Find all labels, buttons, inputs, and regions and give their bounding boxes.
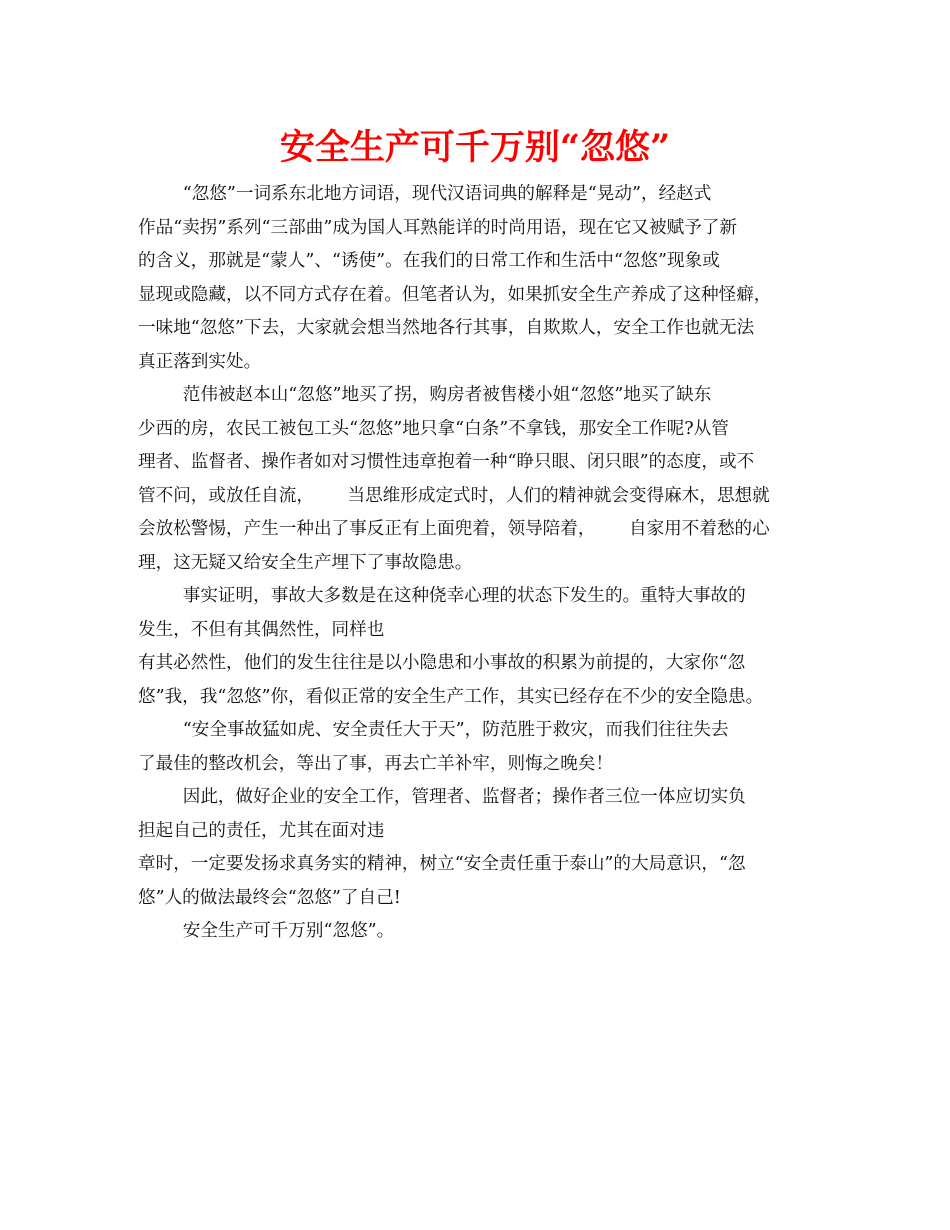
- text-line: 安全生产可千万别“忽悠”。: [138, 921, 395, 941]
- text-line: “忽悠”一词系东北地方词语，现代汉语词典的解释是“晃动”，经赵式: [138, 184, 712, 204]
- document-body: [138, 178, 818, 949]
- text-line: 理者、监督者、操作者如对习惯性违章抱着一种“睁只眼、闭只眼”的态度，或不: [138, 452, 755, 472]
- text-line: 因此，做好企业的安全工作，管理者、监督者；操作者三位一体应切实负: [138, 787, 746, 807]
- text-line: 一味地“忽悠”下去，大家就会想当然地各行其事，自欺欺人，安全工作也就无法: [138, 318, 755, 338]
- text-line: 章时，一定要发扬求真务实的精神，树立“安全责任重于泰山”的大局意识，“忽: [138, 854, 746, 874]
- text-line: 悠”我，我“忽悠”你，看似正常的安全生产工作，其实已经存在不少的安全隐患。: [138, 686, 764, 707]
- text-line: 会放松警惕，产生一种出了事反正有上面兜着，领导陪着， 自家用不着愁的心: [138, 519, 770, 539]
- text-line: 发生，不但有其偶然性，同样也: [138, 619, 385, 640]
- text-line: “安全事故猛如虎、安全责任大于天”，防范胜于救灾，而我们往往失去: [138, 720, 729, 740]
- text-line: 范伟被赵本山“忽悠”地买了拐，购房者被售楼小姐“忽悠”地买了缺东: [138, 385, 712, 405]
- document-title: 安全生产可千万别“忽悠”: [279, 127, 671, 168]
- text-line: 事实证明，事故大多数是在这种侥幸心理的状态下发生的。重特大事故的: [138, 586, 746, 606]
- text-line: 理，这无疑又给安全生产埋下了事故隐患。: [138, 552, 473, 573]
- text-line: 真正落到实处。: [138, 351, 262, 372]
- text-line: 作品“卖拐”系列“三部曲”成为国人耳熟能详的时尚用语，现在它又被赋予了新: [138, 217, 737, 238]
- text-line: 担起自己的责任，尤其在面对违: [138, 820, 385, 841]
- text-line: 悠”人的做法最终会“忽悠”了自己!: [138, 887, 401, 908]
- text-line: 了最佳的整改机会，等出了事，再去亡羊补牢，则悔之晚矣！: [138, 753, 614, 774]
- text-line: 有其必然性，他们的发生往往是以小隐患和小事故的积累为前提的，大家你“忽: [138, 653, 746, 673]
- text-line: 的含义，那就是“蒙人”、“诱使”。在我们的日常工作和生活中“忽悠”现象或: [138, 251, 720, 271]
- text-line: 显现或隐藏，以不同方式存在着。但笔者认为，如果抓安全生产养成了这种怪癖，: [138, 284, 772, 305]
- text-line: 少西的房，农民工被包工头“忽悠”地只拿“白条”不拿钱，那安全工作呢?从管: [138, 418, 729, 439]
- text-line: 管不问，或放任自流， 当思维形成定式时，人们的精神就会变得麻木，思想就: [138, 485, 770, 506]
